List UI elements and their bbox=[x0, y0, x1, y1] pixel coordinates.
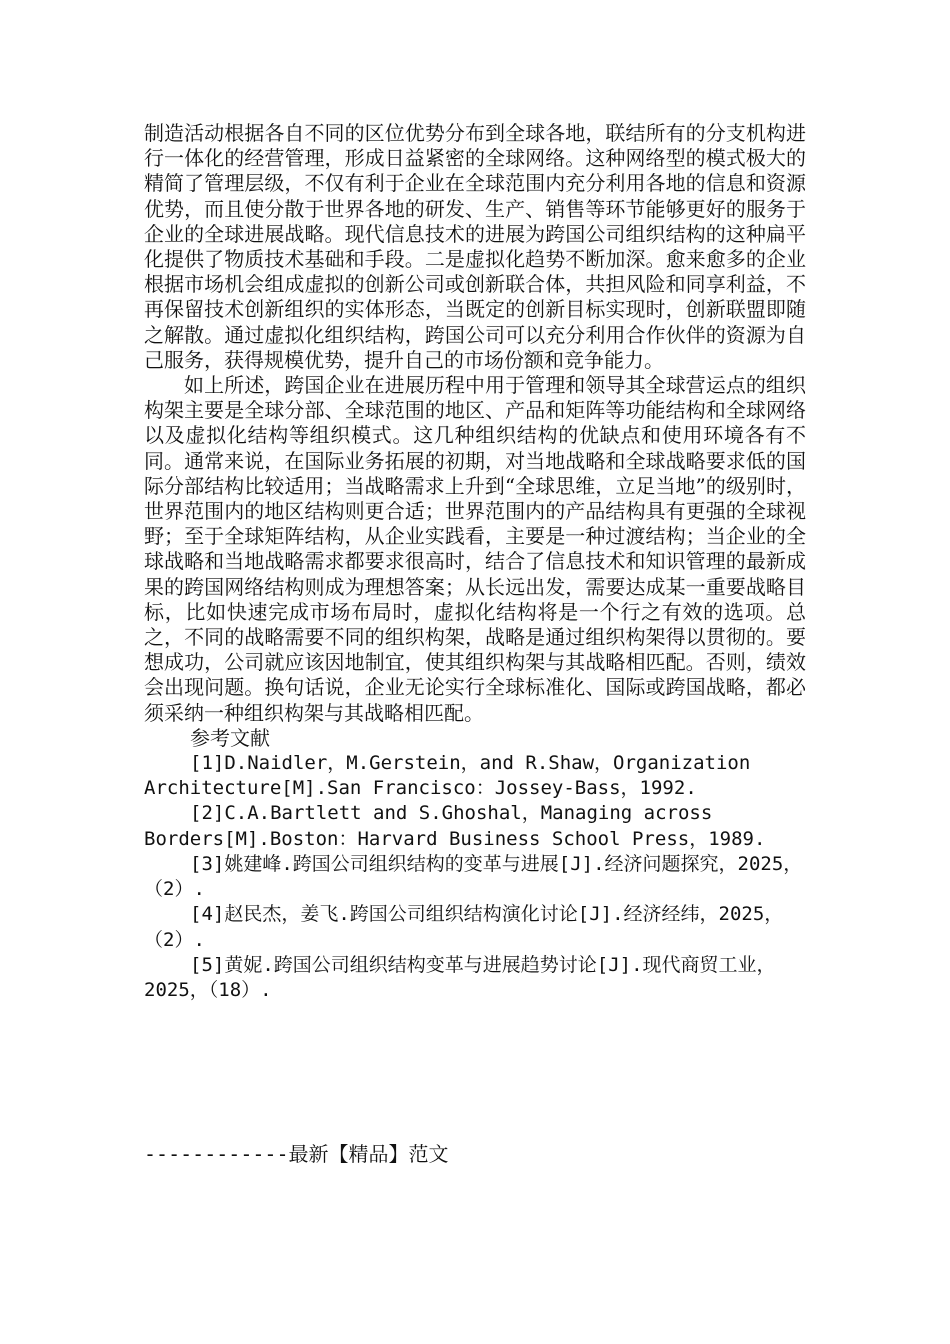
reference-item-5: [5]黄妮.跨国公司组织结构变革与进展趋势讨论[J].现代商贸工业，2025，（18）. bbox=[144, 953, 776, 1001]
reference-item-1: [1]D.Naidler，M.Gerstein，and R.Shaw，Organization Architecture[M].San Francisco：Jossey-Bass，1992. bbox=[144, 752, 751, 800]
reference-item-3: [3]姚建峰.跨国公司组织结构的变革与进展[J].经济问题探究，2025，（2）. bbox=[144, 852, 803, 901]
document-body bbox=[144, 121, 806, 1003]
body-paragraph-2: 如上所述，跨国企业在进展历程中用于管理和领导其全球营运点的组织构架主要是全球分部、全球范围的地区、产品和矩阵等功能结构和全球网络以及虚拟化结构等组织模式。这几种组织结构的优缺点和使用环境各有不同。通常来说，在国际业务拓展的初期，对当地战略和全球战略要求低的国际分部结构比较适用；当战略需求上升到“全球思维，立足当地”的级别时，世界范围内的地区结构则更合适；世界范围内的产品结构具有更强的全球视野；至于全球矩阵结构，从企业实践看，主要是一种过渡结构；当企业的全球战略和当地战略需求都要求很高时，结合了信息技术和知识管理的最新成果的跨国网络结构则成为理想答案；从长远出发，需要达成某一重要战略目标，比如快速完成市场布局时，虚拟化结构将是一个行之有效的选项。总之，不同的战略需要不同的组织构架，战略是通过组织构架得以贯彻的。要想成功，公司就应该因地制宜，使其组织构架与其战略相匹配。否则，绩效会出现问题。换句话说，企业无论实行全球标准化、国际或跨国战略，都必须采纳一种组织构架与其战略相匹配。 bbox=[144, 373, 806, 725]
reference-item-2: [2]C.A.Bartlett and S.Ghoshal，Managing across Borders[M].Boston：Harvard Business School Press，1989. bbox=[144, 802, 766, 850]
reference-item-4: [4]赵民杰，姜飞.跨国公司组织结构演化讨论[J].经济经纬，2025，（2）. bbox=[144, 903, 784, 951]
page-footer: ------------最新【精品】范文 bbox=[144, 1142, 449, 1166]
references-heading: 参考文献 bbox=[190, 725, 270, 750]
body-paragraph-1: 制造活动根据各自不同的区位优势分布到全球各地，联结所有的分支机构进行一体化的经营管理，形成日益紧密的全球网络。这种网络型的模式极大的精简了管理层级，不仅有利于企业在全球范围内充分利用各地的信息和资源优势，而且使分散于世界各地的研发、生产、销售等环节能够更好的服务于企业的全球进展战略。现代信息技术的进展为跨国公司组织结构的这种扁平化提供了物质技术基础和手段。二是虚拟化趋势不断加深。愈来愈多的企业根据市场机会组成虚拟的创新公司或创新联合体，共担风险和同享利益，不再保留技术创新组织的实体形态，当既定的创新目标实现时，创新联盟即随之解散。通过虚拟化组织结构，跨国公司可以充分利用合作伙伴的资源为自己服务，获得规模优势，提升自己的市场份额和竞争能力。 bbox=[144, 121, 806, 372]
